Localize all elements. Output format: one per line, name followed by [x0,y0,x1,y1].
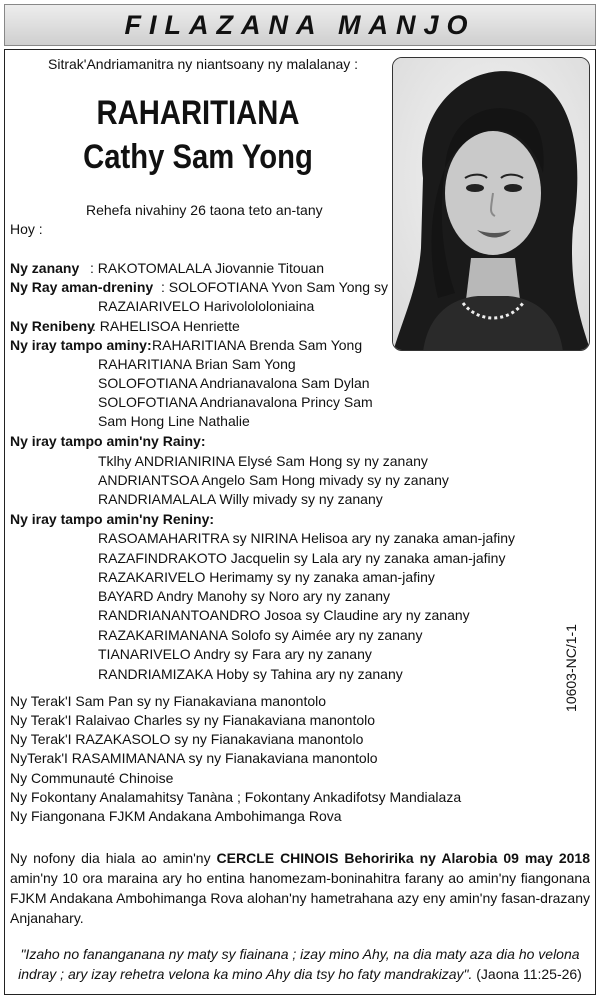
page-title: FILAZANA MANJO [124,10,476,40]
father-side-item: ANDRIANTSOA Angelo Sam Hong mivady sy ny zanany [98,472,449,488]
other-mourner: NyTerak'I RASAMIMANANA sy ny Fianakaviana manontolo [10,750,378,766]
greeting: Hoy : [10,221,43,237]
sibling-item: Sam Hong Line Nathalie [98,413,250,429]
mother-side-item: RANDRIANANTOANDRO Josoa sy Claudine ary ny zanany [98,607,470,623]
announcement-intro: Ny nofony dia hiala ao amin'ny [10,850,217,866]
sibling-item: SOLOFOTIANA Andrianavalona Princy Sam [98,394,373,410]
mother-side-item: TIANARIVELO Andry sy Fara ary ny zanany [98,646,372,662]
intro-line: Sitrak'Andriamanitra ny niantsoany ny malalanay : [48,56,359,72]
parents-value: : SOLOFOTIANA Yvon Sam Yong sy [161,279,388,295]
spouse-value: : RAKOTOMALALA Jiovannie Titouan [90,260,324,276]
funeral-announcement [10,848,590,928]
father-side-item: RANDRIAMALALA Willy mivady sy ny zanany [98,491,383,507]
parents-value-2: RAZAIARIVELO Harivolololoniaina [98,298,315,314]
other-mourner: Ny Fiangonana FJKM Andakana Ambohimanga Rova [10,808,342,824]
parents-label: Ny Ray aman-dreniny [10,279,154,295]
deceased-surname: RAHARITIANA [96,94,300,132]
announcement-details: amin'ny 10 ora maraina ary ho entina hanomezam-boninahitra farany ao amin'ny fiangonana FJKM Andakana Ambohimanga Rova alohan'ny hametrahana azy eny amin'ny fasan-drazany Anjanahary. [10,870,590,926]
sibling-first: RAHARITIANA Brenda Sam Yong [152,337,363,353]
mother-side-label: Ny iray tampo amin'ny Reniny: [10,511,215,527]
grandmother-label: Ny Renibeny [10,318,95,334]
portrait-illustration [393,58,590,351]
other-mourner: Ny Fokontany Analamahitsy Tanàna ; Fokontany Ankadifotsy Mandialaza [10,789,462,805]
grandmother-value: : RAHELISOA Henriette [92,318,240,334]
portrait-photo [392,57,590,351]
quote-text: "Izaho no fananganana ny maty sy fiainana ; izay mino Ahy, na dia maty aza dia ho velona indray ; ary izay rehetra velona ka mino Ahy dia tsy ho faty mandrakizay". [18,946,580,982]
siblings-label: Ny iray tampo aminy: [10,337,152,353]
deceased-given-names: Cathy Sam Yong [83,138,313,176]
scripture-quote [10,944,590,984]
mother-side-item: RANDRIAMIZAKA Hoby sy Tahina ary ny zanany [98,666,403,682]
other-mourner: Ny Communauté Chinoise [10,770,174,786]
header-banner [4,4,596,46]
father-side-label: Ny iray tampo amin'ny Rainy: [10,433,206,449]
sibling-item: RAHARITIANA Brian Sam Yong [98,356,296,372]
announcement-venue-date: CERCLE CHINOIS Behoririka ny Alarobia 09 may 2018 [216,850,590,866]
mother-side-item: RAZAFINDRAKOTO Jacquelin sy Lala ary ny zanaka aman-jafiny [98,550,506,566]
age-line: Rehefa nivahiny 26 taona teto an-tany [86,202,323,218]
other-mourner: Ny Terak'I Ralaivao Charles sy ny Fianakaviana manontolo [10,712,376,728]
mother-side-item: BAYARD Andry Manohy sy Noro ary ny zanany [98,588,391,604]
quote-reference: (Jaona 11:25-26) [476,966,582,982]
ad-reference-code: 10603-NC/1-1 [563,624,579,712]
spouse-label: Ny zanany [10,260,80,276]
mother-side-item: RAZAKARIMANANA Solofo sy Aimée ary ny zanany [98,627,423,643]
father-side-item: Tklhy ANDRIANIRINA Elysé Sam Hong sy ny zanany [98,453,428,469]
other-mourner: Ny Terak'I RAZAKASOLO sy ny Fianakaviana manontolo [10,731,364,747]
mother-side-item: RASOAMAHARITRA sy NIRINA Helisoa ary ny zanaka aman-jafiny [98,530,516,546]
sibling-item: SOLOFOTIANA Andrianavalona Sam Dylan [98,375,370,391]
mother-side-item: RAZAKARIVELO Herimamy sy ny zanaka aman-jafiny [98,569,435,585]
other-mourner: Ny Terak'I Sam Pan sy ny Fianakaviana manontolo [10,693,327,709]
